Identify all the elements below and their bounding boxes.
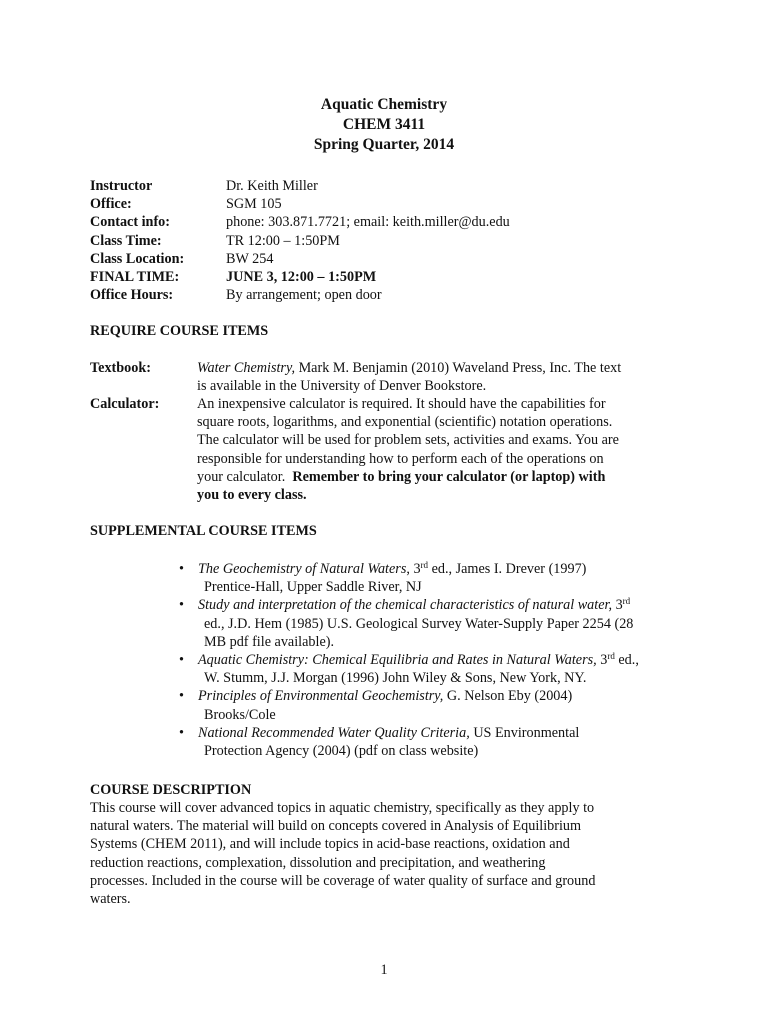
class-time-value: TR 12:00 – 1:50PM [226,232,340,249]
calculator-item [90,395,677,504]
item-detail: ed., James I. Drever (1997) [428,561,587,577]
supplemental-items-heading: SUPPLEMENTAL COURSE ITEMS [90,523,317,539]
office-value: SGM 105 [226,196,282,213]
calculator-line: An inexpensive calculator is required. It should have the capabilities for [197,396,606,412]
bullet-icon: • [179,688,184,705]
item-detail: MB pdf file available). [204,633,335,650]
office-label: Office: [90,196,132,213]
bullet-icon: • [179,561,184,577]
item-detail: ed., J.D. Hem (1985) U.S. Geological Survey Water-Supply Paper 2254 (28 [204,615,634,632]
required-items-heading: REQUIRE COURSE ITEMS [90,323,269,339]
info-row-class-location [90,250,510,268]
textbook-text [197,359,677,395]
info-row-instructor [90,177,510,195]
course-description-body [90,799,670,908]
item-detail: Prentice-Hall, Upper Saddle River, NJ [204,579,422,596]
title-block [0,95,768,155]
item-detail: W. Stumm, J.J. Morgan (1996) John Wiley & Sons, New York, NY. [204,670,587,687]
item-title: Aquatic Chemistry: Chemical Equilibria and Rates in Natural Waters, [198,652,597,669]
course-info-table [90,177,510,304]
calculator-line [197,486,677,504]
textbook-details: Mark M. Benjamin (2010) Waveland Press, Inc. The text [295,360,622,376]
info-row-final-time [90,268,510,286]
calculator-plain-text: your calculator. [197,468,293,485]
item-title: The Geochemistry of Natural Waters [198,561,407,577]
class-location-label: Class Location: [90,250,185,267]
office-hours-label: Office Hours: [90,287,174,304]
item-title: National Recommended Water Quality Criteria, [198,724,470,741]
item-detail: 3 [596,652,608,669]
supplemental-list [178,560,658,760]
bullet-icon: • [179,652,184,669]
info-row-class-time [90,232,510,250]
description-line: waters. [90,891,131,908]
course-term: Spring Quarter, 2014 [313,136,455,153]
item-detail: Brooks/Cole [204,706,276,723]
calculator-line [197,468,677,486]
textbook-label: Textbook: [90,360,151,376]
list-item [178,560,658,596]
description-line: This course will cover advanced topics in aquatic chemistry, specifically as they apply to [90,800,595,816]
instructor-value: Dr. Keith Miller [226,178,318,194]
item-detail: ed., [614,652,639,669]
calculator-text [197,395,677,504]
course-code: CHEM 3411 [342,116,426,133]
item-detail: Protection Agency (2004) (pdf on class website) [204,743,479,760]
list-item [178,651,658,687]
calculator-label: Calculator: [90,396,160,412]
item-title: Principles of Environmental Geochemistry, [198,688,444,705]
info-row-contact [90,213,510,231]
textbook-title: Water Chemistry, [197,360,296,376]
bullet-icon: • [179,724,184,741]
contact-value: phone: 303.871.7721; email: keith.miller@du.edu [226,214,510,231]
info-row-office [90,195,510,213]
list-item [178,596,658,651]
item-detail: , 3 [406,561,421,577]
item-detail: 3 [612,597,623,614]
textbook-item [90,359,677,395]
final-time-label: FINAL TIME: [90,268,180,285]
description-line: processes. Included in the course will be coverage of water quality of surface and ground [90,872,596,889]
final-time-value: JUNE 3, 12:00 – 1:50PM [226,268,377,285]
calculator-line: square roots, logarithms, and exponential (scientific) notation operations. [197,414,613,431]
info-row-office-hours [90,286,510,304]
class-location-value: BW 254 [226,250,274,267]
textbook-line [197,359,677,377]
list-item [178,724,658,760]
instructor-label: Instructor [90,178,153,194]
calculator-line: The calculator will be used for problem sets, activities and exams. You are [197,432,619,449]
calculator-reminder: you to every class. [197,487,307,504]
calculator-line: responsible for understanding how to perform each of the operations on [197,450,604,467]
description-line: Systems (CHEM 2011), and will include topics in acid-base reactions, oxidation and [90,836,570,853]
office-hours-value: By arrangement; open door [226,287,382,304]
calculator-reminder: Remember to bring your calculator (or laptop) with [292,468,606,485]
description-line: natural waters. The material will build on concepts covered in Analysis of Equilibrium [90,818,582,835]
item-superscript: rd [622,596,631,607]
item-superscript: rd [420,560,429,570]
contact-label: Contact info: [90,214,170,231]
description-line: reduction reactions, complexation, dissolution and precipitation, and weathering [90,854,546,871]
item-detail: US Environmental [469,724,580,741]
course-name: Aquatic Chemistry [320,96,448,113]
page-number: 1 [380,962,388,978]
class-time-label: Class Time: [90,232,162,249]
item-detail: G. Nelson Eby (2004) [443,688,573,705]
bullet-icon: • [179,597,184,614]
textbook-line: is available in the University of Denver Bookstore. [197,378,487,395]
course-description-heading: COURSE DESCRIPTION [90,782,252,798]
list-item [178,687,658,723]
item-title: Study and interpretation of the chemical characteristics of natural water, [198,597,613,614]
item-superscript: rd [607,651,615,662]
